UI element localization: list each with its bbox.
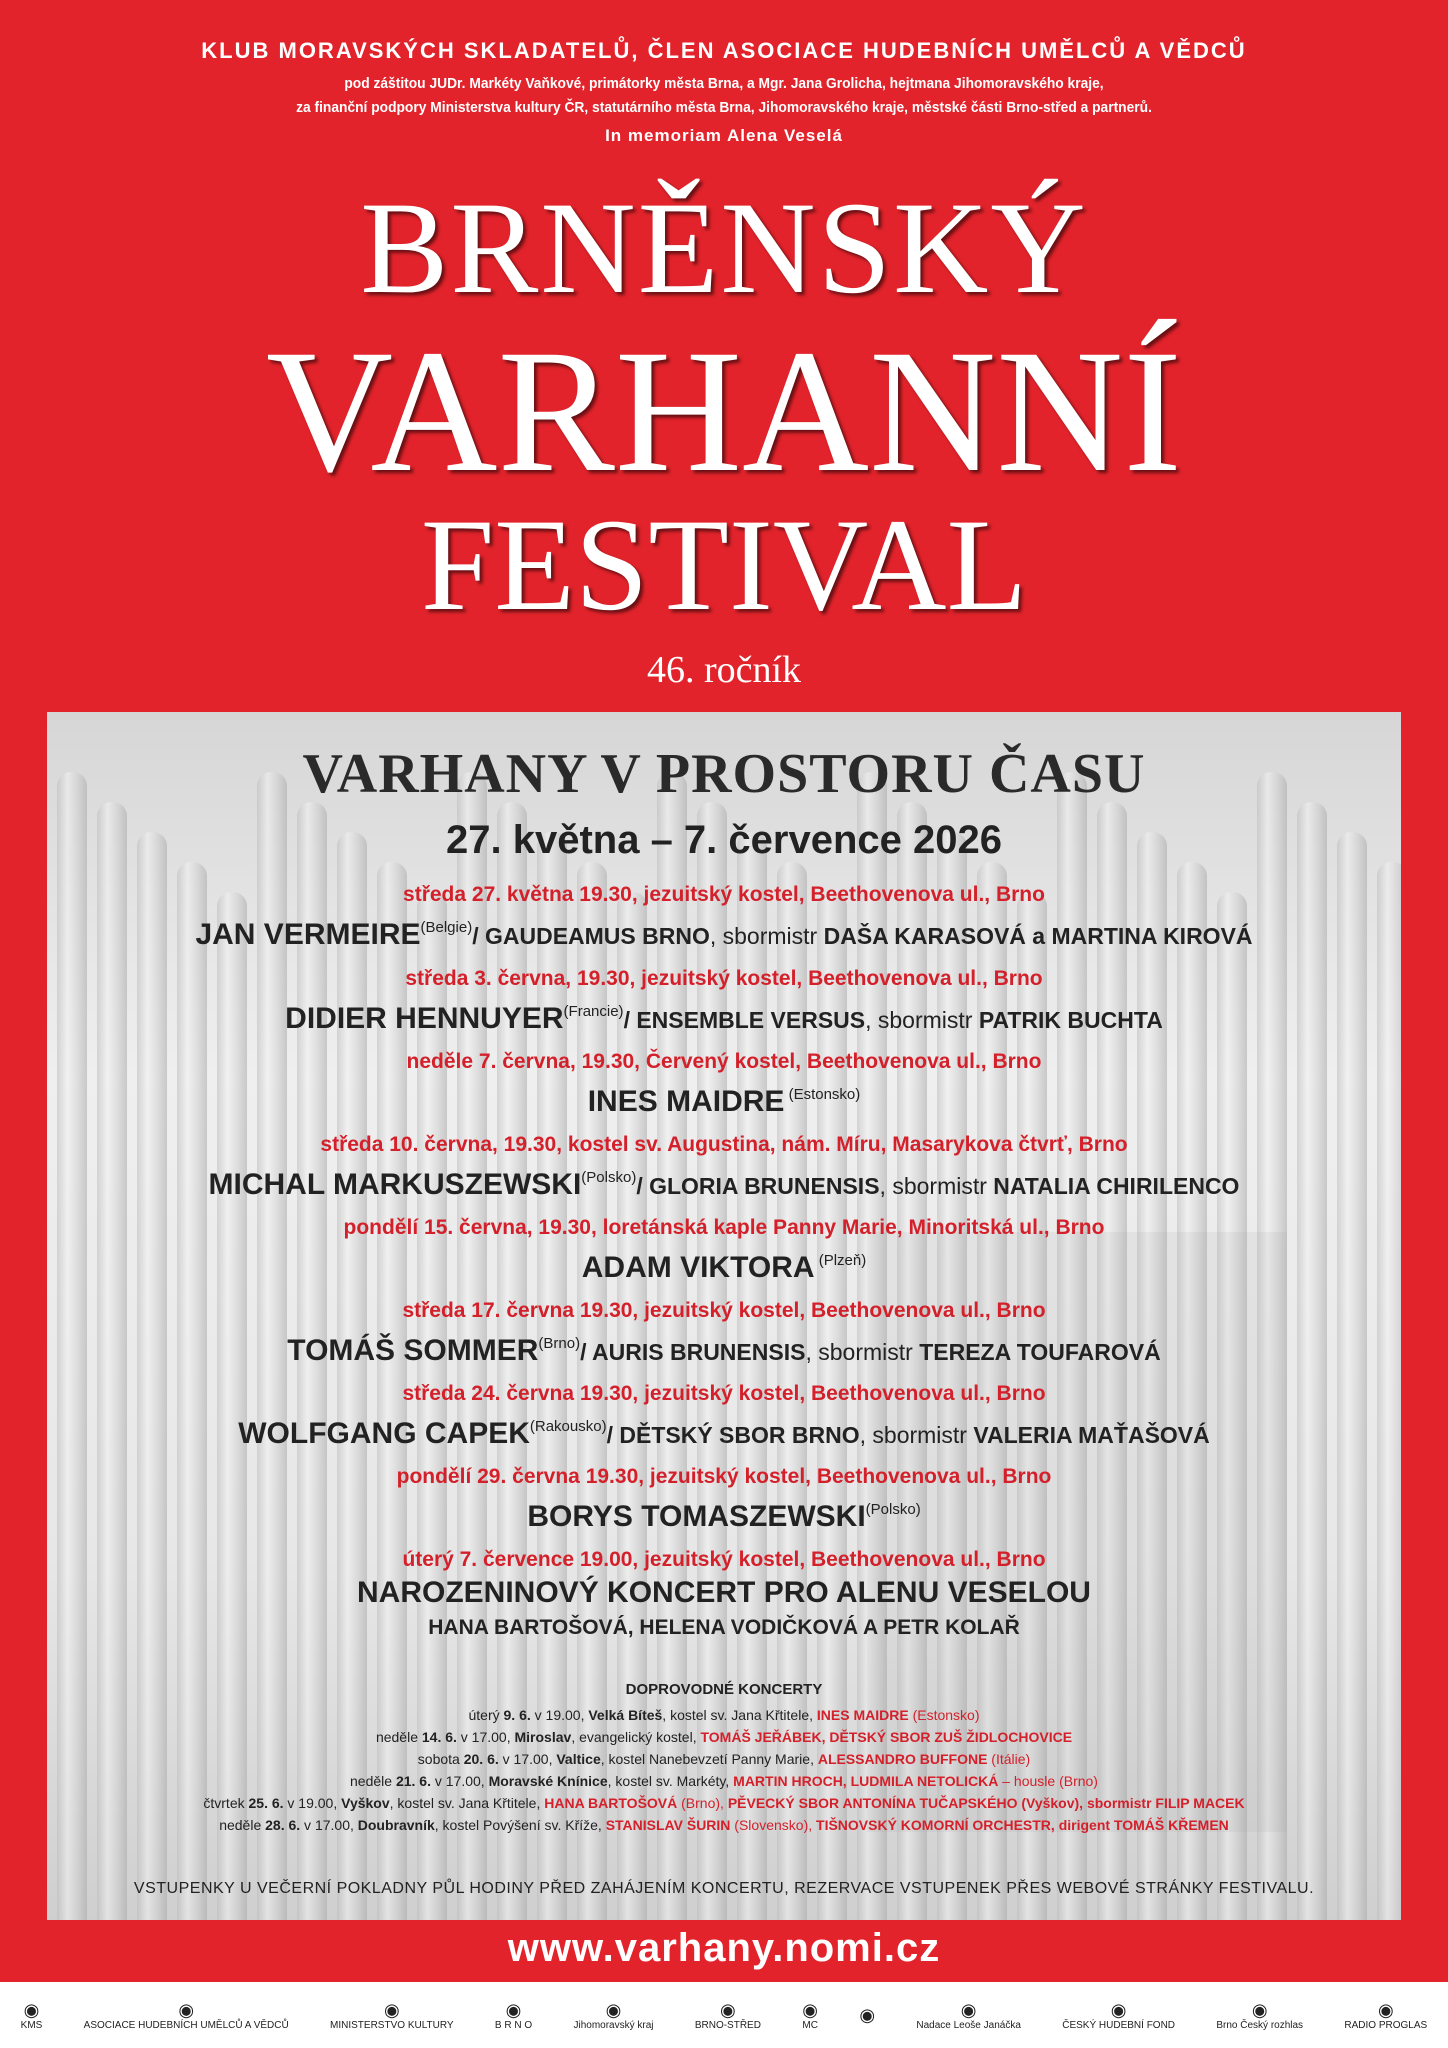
organist-origin: (Brno): [538, 1335, 581, 1352]
logo-mark-icon: ◉: [1110, 1999, 1127, 2020]
side-concert-row: [47, 1704, 1401, 1726]
logo-mark-icon: ◉: [859, 2005, 876, 2025]
side-town: Doubravník: [357, 1817, 435, 1833]
program-panel: [47, 712, 1401, 1920]
side-origin: (Estonsko): [908, 1707, 980, 1723]
program-content: [47, 712, 1401, 1920]
side-concert-row: [47, 1814, 1401, 1836]
concert-performers: [47, 1241, 1401, 1288]
festival-dates: 27. května – 7. července 2026: [446, 818, 1002, 862]
concert-entry: [47, 1132, 1401, 1206]
organist-origin: (Plzeň): [814, 1252, 867, 1269]
side-venue: , kostel sv. Jana Křtitele,: [389, 1795, 545, 1811]
concert-performers: [47, 1490, 1401, 1537]
brno-stred-logo-icon: [695, 2000, 761, 2031]
side-town: Vyškov: [341, 1795, 390, 1811]
logo-mark-icon: ◉: [178, 1999, 195, 2020]
separator: /: [606, 1422, 620, 1448]
festival-title-line-1: BRNĚNSKÝ: [360, 174, 1088, 321]
organist-origin: (Belgie): [420, 919, 473, 936]
concert-performers: [47, 1158, 1401, 1206]
concert-guests: HANA BARTOŠOVÁ, HELENA VODIČKOVÁ A PETR KOLAŘ: [428, 1616, 1020, 1639]
side-performer: ALESSANDRO BUFFONE: [817, 1751, 988, 1767]
concert-entry: [47, 1049, 1401, 1122]
side-date: 21. 6.: [395, 1773, 431, 1789]
concert-performers: [47, 1407, 1401, 1455]
kms-logo-icon: [21, 2000, 43, 2031]
separator: /: [580, 1339, 593, 1365]
ensemble-name: GAUDEAMUS BRNO: [484, 923, 710, 949]
logo-label: MC: [802, 2019, 818, 2031]
logo-mark-icon: ◉: [802, 1999, 818, 2020]
conductor-role: , sbormistr: [879, 1173, 994, 1199]
organist-name: INES MAIDRE: [587, 1085, 785, 1118]
organist-name: JAN VERMEIRE: [195, 918, 421, 951]
jmk-logo-icon: [573, 2000, 653, 2031]
organist-name: WOLFGANG CAPEK: [238, 1417, 530, 1450]
side-performer: HANA BARTOŠOVÁ: [544, 1795, 678, 1811]
patronage-text: [58, 72, 1390, 120]
conductor-name: NATALIA CHIRILENCO: [993, 1173, 1240, 1199]
ensemble-name: DĚTSKÝ SBOR BRNO: [619, 1422, 860, 1448]
concert-performers: [47, 992, 1401, 1040]
concert-entry: [47, 1464, 1401, 1537]
organist-origin: (Polsko): [865, 1501, 921, 1518]
side-performer: INES MAIDRE: [816, 1707, 909, 1723]
concert-date-venue: středa 10. června, 19.30, kostel sv. Augustina, nám. Míru, Masarykova čtvrť, Brno: [320, 1133, 1128, 1156]
organist-name: ADAM VIKTORA: [581, 1251, 815, 1284]
partner-logos: [0, 1982, 1448, 2048]
organizer-line: KLUB MORAVSKÝCH SKLADATELŮ, ČLEN ASOCIACE HUDEBNÍCH UMĚLCŮ A VĚDCŮ: [201, 38, 1247, 63]
side-date: 20. 6.: [463, 1751, 499, 1767]
ensemble-name: GLORIA BRUNENSIS: [649, 1173, 880, 1199]
program-subtitle: VARHANY V PROSTORU ČASU: [302, 743, 1146, 805]
side-day: čtvrtek: [203, 1795, 249, 1811]
logo-label: Brno Český rozhlas: [1216, 2019, 1304, 2031]
conductor-role: , sbormistr: [865, 1007, 979, 1033]
cro-brno-logo-icon: [1216, 2000, 1303, 2031]
logo-label: BRNO-STŘED: [694, 2019, 761, 2031]
concert-date-venue: středa 27. května 19.30, jezuitský kostel, Beethovenova ul., Brno: [403, 883, 1045, 906]
concert-date-venue: středa 17. června 19.30, jezuitský kostel, Beethovenova ul., Brno: [402, 1299, 1046, 1322]
partner-logo-icon: [859, 2005, 875, 2025]
concert-entry: [47, 1215, 1401, 1288]
side-venue: , kostel Povýšení sv. Kříže,: [434, 1817, 606, 1833]
side-town: Miroslav: [514, 1729, 572, 1745]
side-extra: (Vyškov), sbormistr FILIP MACEK: [1017, 1795, 1245, 1811]
side-venue: , evangelický kostel,: [571, 1729, 701, 1745]
side-time: v 17.00,: [300, 1817, 358, 1833]
side-town: Velká Bíteš: [588, 1707, 663, 1723]
concert-date-venue: středa 24. června 19.30, jezuitský kostel, Beethovenova ul., Brno: [402, 1382, 1046, 1405]
side-day: neděle: [375, 1729, 422, 1745]
conductor-name: TEREZA TOUFAROVÁ: [919, 1339, 1161, 1365]
side-date: 14. 6.: [421, 1729, 457, 1745]
concert-performers: [47, 1324, 1401, 1372]
side-venue: , kostel sv. Jana Křtitele,: [662, 1707, 817, 1723]
patronage-line-2: za finanční podpory Ministerstva kultury ČR, statutárního města Brna, Jihomoravského kraje, městské části Brno-střed a partnerů.: [296, 99, 1152, 116]
separator: /: [636, 1173, 650, 1199]
conductor-role: , sbormistr: [859, 1422, 974, 1448]
side-performer: MARTIN HROCH, LUDMILA NETOLICKÁ: [733, 1773, 999, 1789]
side-concert-row: [47, 1748, 1401, 1770]
side-day: neděle: [350, 1773, 396, 1789]
logo-mark-icon: ◉: [960, 1999, 977, 2020]
side-venue: , kostel sv. Markéty,: [607, 1773, 734, 1789]
concert-entry: [47, 1547, 1401, 1643]
concert-performers: [47, 1573, 1401, 1613]
concert-date-venue: pondělí 29. června 19.30, jezuitský kostel, Beethovenova ul., Brno: [396, 1465, 1052, 1488]
memoriam-line: In memoriam Alena Veselá: [605, 126, 843, 145]
concert-entry: [47, 882, 1401, 956]
concert-performers: [47, 1075, 1401, 1122]
side-concert-row: [47, 1792, 1401, 1814]
mc-logo-icon: [802, 2000, 818, 2031]
logo-mark-icon: ◉: [605, 1999, 622, 2020]
logo-label: KMS: [20, 2019, 43, 2031]
edition-label: 46. ročník: [646, 649, 802, 691]
side-day: úterý: [468, 1707, 504, 1723]
logo-label: Jihomoravský kraj: [573, 2019, 654, 2031]
side-origin: (Brno),: [677, 1795, 728, 1811]
side-concert-row: [47, 1770, 1401, 1792]
concert-entry: [47, 1381, 1401, 1455]
side-time: v 19.00,: [283, 1795, 342, 1811]
logo-label: ASOCIACE HUDEBNÍCH UMĚLCŮ A VĚDCŮ: [83, 2019, 289, 2031]
side-time: v 17.00,: [430, 1773, 489, 1789]
organist-name: NAROZENINOVÝ KONCERT PRO ALENU VESELOU: [357, 1576, 1091, 1609]
ahuv-logo-icon: [84, 2000, 289, 2031]
festival-title-line-3: FESTIVAL: [420, 491, 1028, 638]
hudebni-fond-logo-icon: [1062, 2000, 1175, 2031]
organist-origin: (Polsko): [581, 1169, 637, 1186]
organist-name: DIDIER HENNUYER: [285, 1002, 564, 1035]
side-time: v 17.00,: [498, 1751, 557, 1767]
concert-date-venue: úterý 7. července 19.00, jezuitský kostel, Beethovenova ul., Brno: [402, 1548, 1046, 1571]
concert-entry: [47, 1298, 1401, 1372]
side-town: Valtice: [556, 1751, 601, 1767]
conductor-name: DAŠA KARASOVÁ a MARTINA KIROVÁ: [823, 923, 1253, 949]
concert-entry: [47, 966, 1401, 1040]
separator: /: [472, 923, 485, 949]
logo-mark-icon: ◉: [505, 1999, 522, 2020]
organist-name: BORYS TOMASZEWSKI: [527, 1500, 866, 1533]
concert-performers: [47, 908, 1401, 956]
logo-mark-icon: ◉: [1251, 1999, 1268, 2020]
organist-origin: (Estonsko): [784, 1086, 861, 1103]
logo-label: ČESKÝ HUDEBNÍ FOND: [1062, 2019, 1176, 2031]
side-venue: , kostel Nanebevzetí Panny Marie,: [600, 1751, 818, 1767]
side-date: 9. 6.: [503, 1707, 531, 1723]
logo-mark-icon: ◉: [383, 1999, 400, 2020]
logo-mark-icon: ◉: [23, 1999, 40, 2020]
separator: /: [623, 1007, 637, 1033]
concert-date-venue: neděle 7. června, 19.30, Červený kostel, Beethovenova ul., Brno: [406, 1050, 1042, 1073]
ensemble-name: ENSEMBLE VERSUS: [636, 1007, 866, 1033]
side-time: v 19.00,: [530, 1707, 589, 1723]
side-performer: TOMÁŠ JEŘÁBEK, DĚTSKÝ SBOR ZUŠ ŽIDLOCHOVICE: [700, 1729, 1073, 1745]
nadace-logo-icon: [916, 2000, 1021, 2031]
side-origin: (Slovensko),: [730, 1817, 817, 1833]
ticket-info: VSTUPENKY U VEČERNÍ POKLADNY PŮL HODINY PŘED ZAHÁJENÍM KONCERTU, REZERVACE VSTUPENEK PŘES WEBOVÉ STRÁNKY FESTIVALU.: [133, 1880, 1315, 1897]
logo-label: MINISTERSTVO KULTURY: [330, 2019, 454, 2031]
conductor-role: , sbormistr: [805, 1339, 920, 1365]
patronage-line-1: pod záštitou JUDr. Markéty Vaňkové, primátorky města Brna, a Mgr. Jana Grolicha, hejtmana Jihomoravského kraje,: [344, 75, 1104, 92]
logo-label: B R N O: [494, 2019, 533, 2031]
side-day: sobota: [417, 1751, 464, 1767]
ministry-logo-icon: [330, 2000, 454, 2031]
side-date: 28. 6.: [265, 1817, 301, 1833]
side-origin: – housle (Brno): [998, 1773, 1098, 1789]
side-ensemble: PĚVECKÝ SBOR ANTONÍNA TUČAPSKÉHO: [727, 1795, 1018, 1811]
side-performer: STANISLAV ŠURIN: [605, 1817, 731, 1833]
brno-logo-icon: [495, 2000, 532, 2031]
conductor-role: , sbormistr: [709, 923, 824, 949]
side-time: v 17.00,: [456, 1729, 515, 1745]
side-origin: (Itálie): [987, 1751, 1031, 1767]
radio-proglas-logo-icon: [1344, 2000, 1427, 2031]
organist-name: MICHAL MARKUSZEWSKI: [208, 1168, 582, 1201]
conductor-name: VALERIA MAŤAŠOVÁ: [973, 1422, 1210, 1448]
side-town: Moravské Knínice: [488, 1773, 608, 1789]
logo-label: RADIO PROGLAS: [1344, 2019, 1428, 2031]
organist-name: TOMÁŠ SOMMER: [287, 1334, 539, 1367]
festival-title-line-2: VARHANNÍ: [266, 314, 1182, 509]
side-ensemble: TIŠNOVSKÝ KOMORNÍ ORCHESTR, dirigent TOMÁŠ KŘEMEN: [816, 1817, 1229, 1833]
side-concert-row: [47, 1726, 1401, 1748]
side-day: neděle: [219, 1817, 266, 1833]
concert-date-venue: středa 3. června, 19.30, jezuitský kostel, Beethovenova ul., Brno: [405, 967, 1043, 990]
website-link[interactable]: www.varhany.nomi.cz: [507, 1926, 941, 1970]
logo-mark-icon: ◉: [720, 1999, 736, 2020]
side-date: 25. 6.: [248, 1795, 284, 1811]
side-concerts-heading: DOPROVODNÉ KONCERTY: [625, 1681, 823, 1698]
concert-date-venue: pondělí 15. června, 19.30, loretánská kaple Panny Marie, Minoritská ul., Brno: [343, 1216, 1105, 1239]
logo-label: Nadace Leoše Janáčka: [916, 2019, 1021, 2031]
organist-origin: (Rakousko): [529, 1418, 607, 1435]
ensemble-name: AURIS BRUNENSIS: [592, 1339, 806, 1365]
organist-origin: (Francie): [563, 1003, 624, 1020]
logo-mark-icon: ◉: [1377, 1999, 1394, 2020]
conductor-name: PATRIK BUCHTA: [978, 1007, 1163, 1033]
